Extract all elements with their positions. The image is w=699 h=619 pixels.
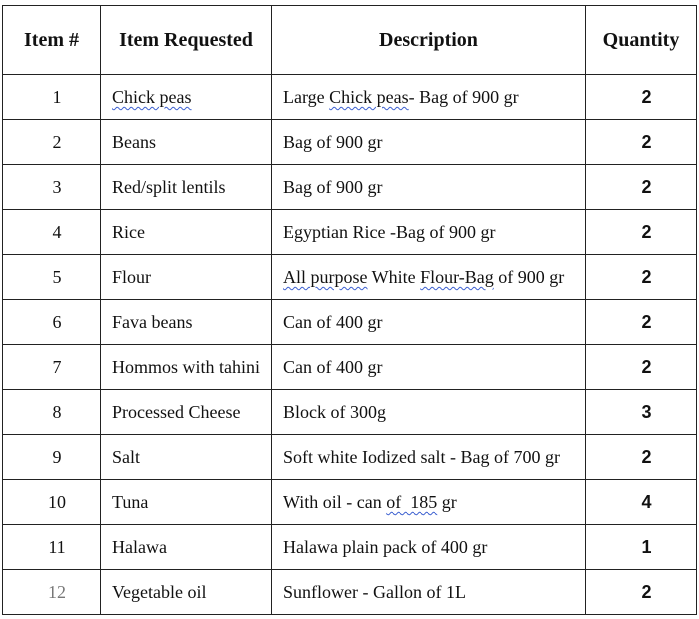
item-number: 5	[3, 255, 101, 300]
header-row	[3, 6, 697, 75]
item-description: Egyptian Rice -Bag of 900 gr	[272, 210, 586, 255]
item-number: 1	[3, 75, 101, 120]
item-description	[272, 480, 586, 525]
table-row	[3, 300, 697, 345]
item-description: Sunflower - Gallon of 1L	[272, 570, 586, 615]
table-row	[3, 165, 697, 210]
item-description: Bag of 900 gr	[272, 165, 586, 210]
item-quantity: 4	[586, 480, 697, 525]
item-requested: Red/split lentils	[101, 165, 272, 210]
table-row	[3, 255, 697, 300]
header-item-requested: Item Requested	[101, 6, 272, 75]
table-row	[3, 210, 697, 255]
item-number: 8	[3, 390, 101, 435]
item-quantity: 2	[586, 255, 697, 300]
item-number: 2	[3, 120, 101, 165]
desc-part: - Bag of 900 gr	[408, 87, 519, 107]
item-description: Can of 400 gr	[272, 345, 586, 390]
item-number: 3	[3, 165, 101, 210]
item-description: Halawa plain pack of 400 gr	[272, 525, 586, 570]
desc-part: gr	[437, 492, 457, 512]
item-requested: Rice	[101, 210, 272, 255]
item-quantity: 2	[586, 435, 697, 480]
table-row	[3, 120, 697, 165]
item-description: Block of 300g	[272, 390, 586, 435]
item-requested: Tuna	[101, 480, 272, 525]
table-row	[3, 390, 697, 435]
header-description: Description	[272, 6, 586, 75]
item-number: 11	[3, 525, 101, 570]
item-requested	[101, 75, 272, 120]
item-requested: Vegetable oil	[101, 570, 272, 615]
item-quantity: 2	[586, 570, 697, 615]
table-row	[3, 525, 697, 570]
item-description: Soft white Iodized salt - Bag of 700 gr	[272, 435, 586, 480]
item-requested: Flour	[101, 255, 272, 300]
item-number: 4	[3, 210, 101, 255]
item-description: Can of 400 gr	[272, 300, 586, 345]
item-name: Chick peas	[112, 87, 192, 107]
item-quantity: 2	[586, 300, 697, 345]
item-requested: Processed Cheese	[101, 390, 272, 435]
header-quantity: Quantity	[586, 6, 697, 75]
item-description: Bag of 900 gr	[272, 120, 586, 165]
table-row	[3, 75, 697, 120]
table-row	[3, 345, 697, 390]
item-description	[272, 75, 586, 120]
item-requested: Salt	[101, 435, 272, 480]
item-quantity: 3	[586, 390, 697, 435]
header-item-number: Item #	[3, 6, 101, 75]
item-quantity: 1	[586, 525, 697, 570]
table-row	[3, 435, 697, 480]
desc-part: of 900 gr	[493, 267, 565, 287]
table-row	[3, 480, 697, 525]
desc-part: Chick peas	[329, 87, 409, 107]
item-quantity: 2	[586, 120, 697, 165]
desc-part: With oil - can	[283, 492, 387, 512]
desc-part: Flour-Bag	[420, 267, 494, 287]
item-requested: Hommos with tahini	[101, 345, 272, 390]
desc-part: of 185	[386, 492, 438, 512]
desc-part: Large	[283, 87, 330, 107]
item-description	[272, 255, 586, 300]
item-requested: Beans	[101, 120, 272, 165]
item-number: 9	[3, 435, 101, 480]
desc-part: White	[367, 267, 421, 287]
item-quantity: 2	[586, 210, 697, 255]
desc-part: All purpose	[283, 267, 368, 287]
items-table	[2, 5, 697, 615]
item-number: 6	[3, 300, 101, 345]
item-requested: Fava beans	[101, 300, 272, 345]
item-requested: Halawa	[101, 525, 272, 570]
item-number: 12	[3, 570, 101, 615]
item-quantity: 2	[586, 345, 697, 390]
table-row	[3, 570, 697, 615]
item-quantity: 2	[586, 165, 697, 210]
item-number: 10	[3, 480, 101, 525]
item-number: 7	[3, 345, 101, 390]
item-quantity: 2	[586, 75, 697, 120]
